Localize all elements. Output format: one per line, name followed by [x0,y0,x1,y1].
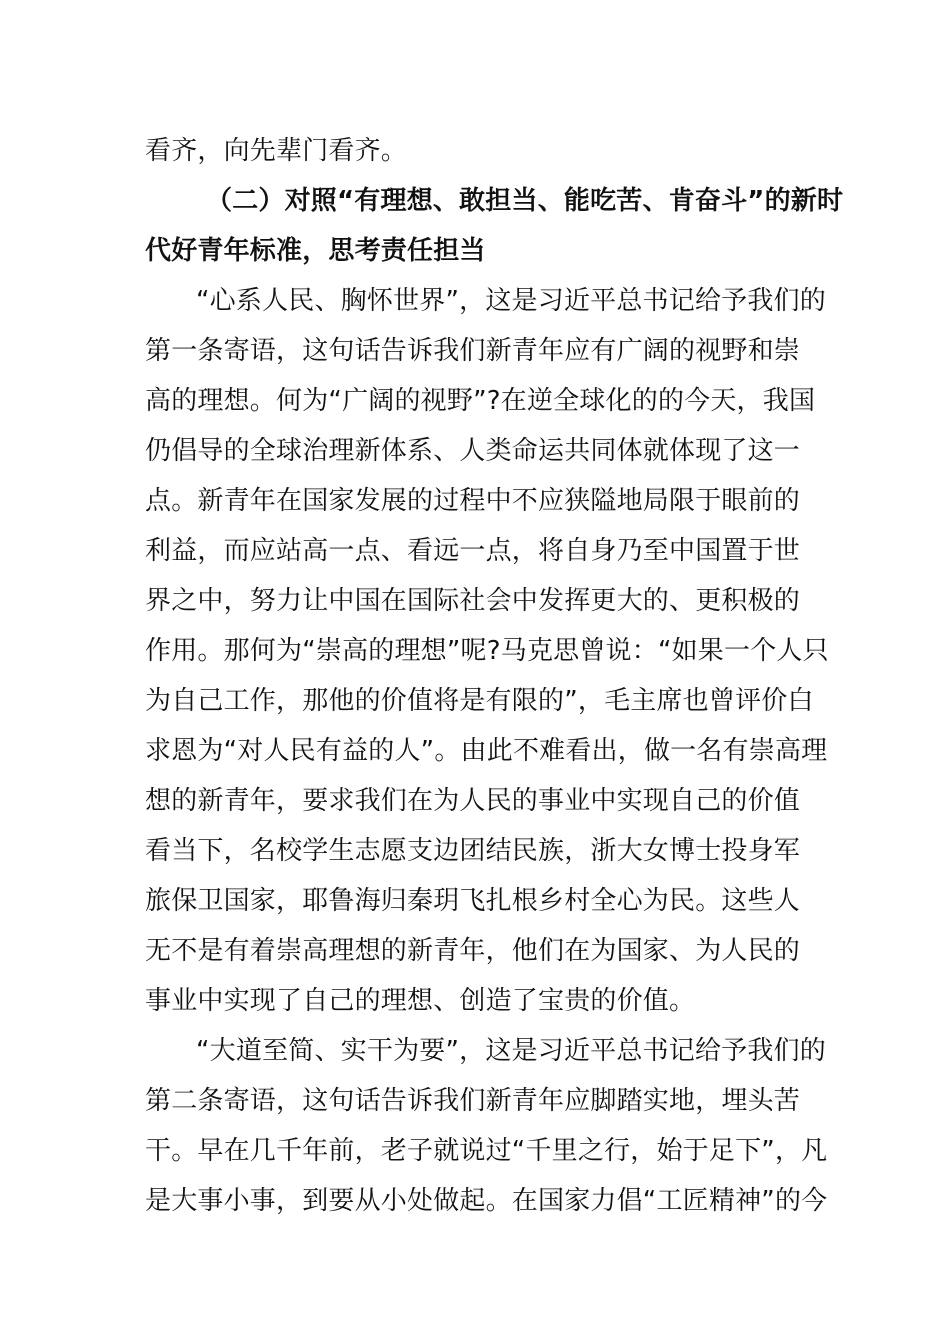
text-line: 干。早在几千年前，老子就说过“千里之行，始于足下”，凡 [145,1136,828,1166]
text-line: 高的理想。何为“广阔的视野”?在逆全球化的的今天，我国 [145,386,816,416]
text-line: 点。新青年在国家发展的过程中不应狭隘地局限于眼前的 [145,486,801,516]
text-line: 是大事小事，到要从小处做起。在国家力倡“工匠精神”的今 [145,1186,828,1216]
text-line: 为自己工作，那他的价值将是有限的”，毛主席也曾评价白 [145,686,814,716]
text-line: 作用。那何为“崇高的理想”呢?马克思曾说：“如果一个人只 [145,636,829,666]
text-line: 利益，而应站高一点、看远一点，将自身乃至中国置于世 [145,536,801,566]
text-line: 界之中，努力让中国在国际社会中发挥更大的、更积极的 [145,586,801,616]
text-line: 事业中实现了自己的理想、创造了宝贵的价值。 [145,986,696,1016]
text-line: 第二条寄语，这句话告诉我们新青年应脚踏实地，埋头苦 [145,1086,801,1116]
text-line: 旅保卫国家，耶鲁海归秦玥飞扎根乡村全心为民。这些人 [145,886,801,916]
text-line: 第一条寄语，这句话告诉我们新青年应有广阔的视野和崇 [145,336,801,366]
text-line: 求恩为“对人民有益的人”。由此不难看出，做一名有崇高理 [145,736,828,766]
text-line: 看齐，向先辈门看齐。 [145,136,408,166]
section-heading: （二）对照“有理想、敢担当、能吃苦、肯奋斗”的新时 [206,186,844,216]
text-line: 无不是有着崇高理想的新青年，他们在为国家、为人民的 [145,936,801,966]
section-heading-continued: 代好青年标准，思考责任担当 [145,236,486,266]
text-line: 仍倡导的全球治理新体系、人类命运共同体就体现了这一 [145,436,801,466]
paragraph-1-start: “心系人民、胸怀世界”，这是习近平总书记给予我们的 [196,286,826,316]
text-line: 看当下，名校学生志愿支边团结民族，浙大女博士投身军 [145,836,801,866]
paragraph-2-start: “大道至简、实干为要”，这是习近平总书记给予我们的 [196,1036,826,1066]
text-line: 想的新青年，要求我们在为人民的事业中实现自己的价值 [145,786,801,816]
